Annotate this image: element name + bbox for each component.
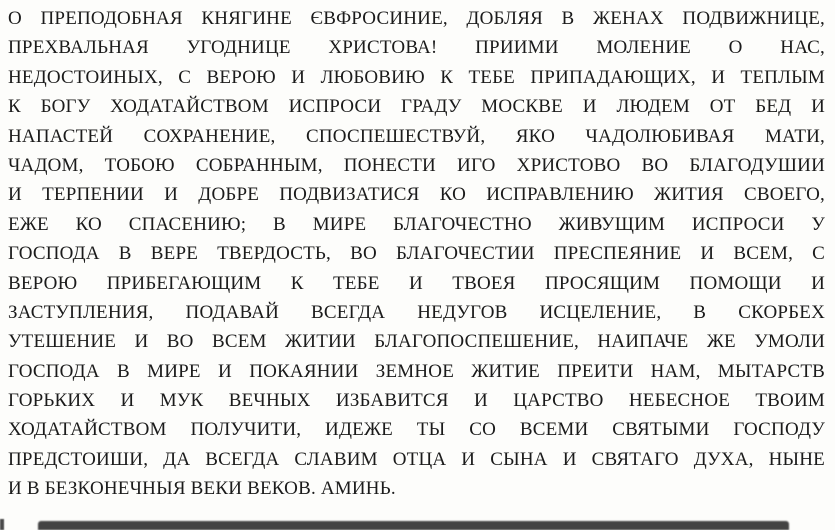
bottom-bar — [38, 521, 789, 530]
text-line: И ТЕРПЕНИИ И ДОБРЕ ПОДВИЗАТИСЯ КО ИСПРАВЛЕНИЮ ЖИТИЯ СВОЕГО, — [8, 184, 825, 206]
text-line: ГОРЬКИХ И МУК ВЕЧНЫХ ИЗБАВИТСЯ И ЦАРСТВО НЕБЕСНОЕ ТВОИМ — [8, 390, 825, 412]
text-line: ЗАСТУПЛЕНИЯ, ПОДАВАЙ ВСЕГДА НЕДУГОВ ИСЦЕЛЕНИЕ, В СКОРБЕХ — [8, 301, 825, 323]
text-line: К БОГУ ХОДАТАЙСТВОМ ИСПРОСИ ГРАДУ МОСКВЕ И ЛЮДЕМ ОТ БЕД И — [8, 96, 825, 118]
text-line: ПРЕДСТОИШИ, ДА ВСЕГДА СЛАВИМ ОТЦА И СЫНА И СВЯТАГО ДУХА, НЫНЕ — [8, 448, 825, 470]
text-line: ЕЖЕ КО СПАСЕНИЮ; В МИРЕ БЛАГОЧЕСТНО ЖИВУЩИМ ИСПРОСИ У — [8, 213, 825, 235]
text-line: НАПАСТЕЙ СОХРАНЕНИЕ, СПОСПЕШЕСТВУЙ, ЯКО ЧАДОЛЮБИВАЯ МАТИ, — [8, 125, 825, 147]
text-line: ХОДАТАЙСТВОМ ПОЛУЧИТИ, ИДЕЖЕ ТЫ СО ВСЕМИ СВЯТЫМИ ГОСПОДУ — [8, 419, 825, 441]
text-line: НЕДОСТОИНЫХ, С ВЕРОЮ И ЛЮБОВИЮ К ТЕБЕ ПРИПАДАЮЩИХ, И ТЕПЛЫМ — [8, 66, 825, 88]
text-line: ПРЕХВАЛЬНАЯ УГОДНИЦЕ ХРИСТОВА! ПРИИМИ МОЛЕНИЕ О НАС, — [8, 37, 825, 59]
edge-artifact-mark — [0, 519, 4, 530]
text-line: УТЕШЕНИЕ И ВО ВСЕМ ЖИТИИ БЛАГОПОСПЕШЕНИЕ, НАИПАЧЕ ЖЕ УМОЛИ — [8, 331, 825, 353]
text-line: ВЕРОЮ ПРИБЕГАЮЩИМ К ТЕБЕ И ТВОЕЯ ПРОСЯЩИМ ПОМОЩИ И — [8, 272, 825, 294]
text-line: ГОСПОДА В МИРЕ И ПОКАЯНИИ ЗЕМНОЕ ЖИТИЕ ПРЕИТИ НАМ, МЫТАРСТВ — [8, 360, 825, 382]
text-line: ГОСПОДА В ВЕРЕ ТВЕРДОСТЬ, ВО БЛАГОЧЕСТИИ ПРЕСПЕЯНИЕ И ВСЕМ, С — [8, 243, 825, 265]
text-line-last: И В БЕЗКОНЕЧНЫЯ ВЕКИ ВЕКОВ. АМИНЬ. — [8, 478, 396, 500]
prayer-text — [8, 4, 825, 504]
text-line: ЧАДОМ, ТОБОЮ СОБРАННЫМ, ПОНЕСТИ ИГО ХРИСТОВО ВО БЛАГОДУШИИ — [8, 154, 825, 176]
text-line: О ПРЕПОДОБНАЯ КНЯГИНЕ ЄВФРОСИНИЕ, ДОБЛЯЯ В ЖЕНАХ ПОДВИЖНИЦЕ, — [8, 8, 825, 29]
